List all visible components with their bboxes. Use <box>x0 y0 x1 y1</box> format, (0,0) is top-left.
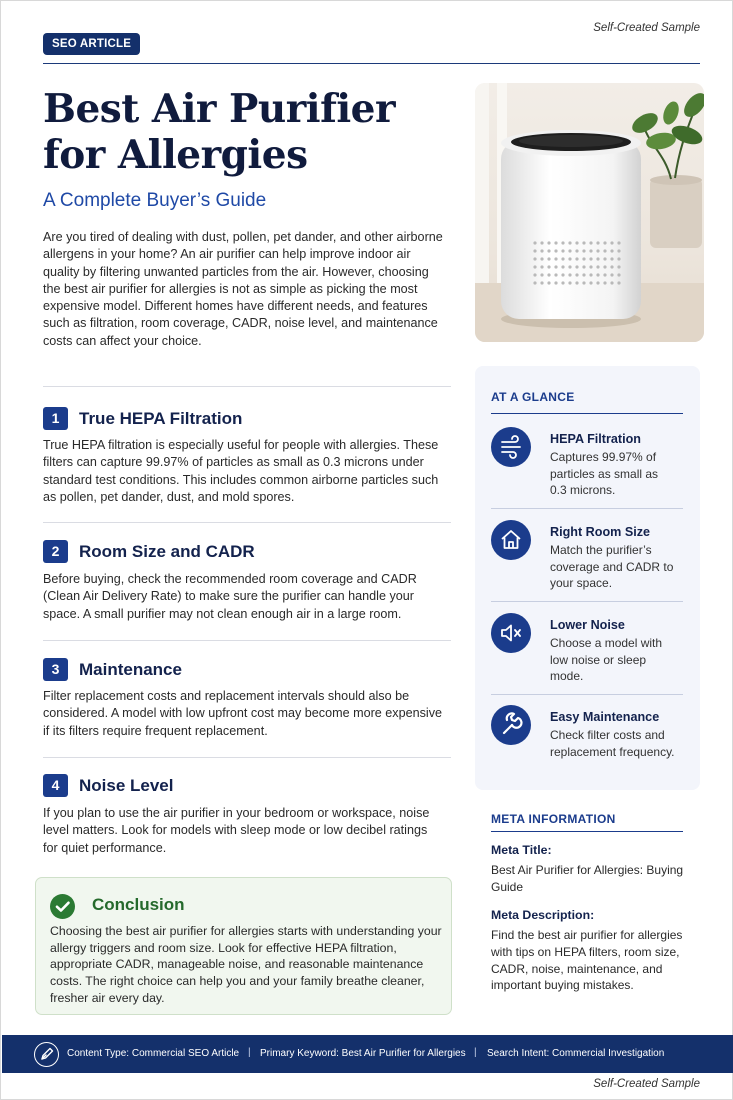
glance-item-title: Right Room Size <box>550 525 651 539</box>
footer-separator: | <box>474 1047 477 1058</box>
glance-item-title: HEPA Filtration <box>550 432 641 446</box>
page-subtitle: A Complete Buyer’s Guide <box>43 190 267 211</box>
section-number: 2 <box>43 540 68 563</box>
section-number: 4 <box>43 774 68 797</box>
meta-heading: META INFORMATION <box>491 812 616 826</box>
conclusion-title: Conclusion <box>92 895 185 914</box>
footer-keyword: Primary Keyword: Best Air Purifier for Allergies <box>260 1048 466 1059</box>
meta-divider <box>491 831 683 832</box>
conclusion-body: Choosing the best air purifier for allergies starts with understanding your allergy triggers and room size. Look for effective HEPA filtration, appropriate CADR, manageable noise, and reasonable maintenance costs. The right choice can help you and your family breathe cleaner, fresher air every day. <box>50 924 442 1005</box>
air-purifier-photo <box>475 83 704 342</box>
section-divider <box>43 522 451 523</box>
glance-item-title: Lower Noise <box>550 618 625 632</box>
footer-separator: | <box>248 1047 251 1058</box>
glance-item-desc: Match the purifier’s coverage and CADR to your space. <box>550 543 674 591</box>
meta-description-label: Meta Description: <box>491 908 595 922</box>
at-a-glance-panel <box>475 366 700 790</box>
speaker-mute-icon <box>491 613 531 653</box>
intro-paragraph: Are you tired of dealing with dust, pollen, pet dander, and other airborne allergens in your home? An air purifier can help improve indoor air quality by filtering unwanted particles from the air. However, choosing the best air purifier for allergies is not as simple as picking the most expensive model. Different homes have different needs, and features such as filtration, room coverage, CADR, noise level, and maintenance costs can affect your choice. <box>43 230 443 348</box>
section-divider <box>43 386 451 387</box>
glance-divider <box>491 694 683 695</box>
home-icon <box>491 520 531 560</box>
header-divider <box>43 63 700 64</box>
section-title: Noise Level <box>79 776 174 795</box>
glance-item-title: Easy Maintenance <box>550 710 660 724</box>
section-divider <box>43 640 451 641</box>
section-body: True HEPA filtration is especially useful for people with allergies. These filters can capture 99.97% of particles as small as 0.3 microns under standard test conditions. This includes common airborne particles such as pollen, pet dander, dust, and mold spores. <box>43 438 439 504</box>
section-title: Room Size and CADR <box>79 542 255 561</box>
footer-bar <box>2 1035 733 1073</box>
section-body: Filter replacement costs and replacement intervals should also be considered. A model with low upfront cost may become more expensive if its filters require frequent replacement. <box>43 689 443 738</box>
section-body: If you plan to use the air purifier in your bedroom or workspace, noise level matters. Look for models with sleep mode or low decibel ratings for quiet performance. <box>43 806 430 855</box>
section-number: 1 <box>43 407 68 430</box>
sample-note-bottom: Self-Created Sample <box>593 1078 700 1090</box>
conclusion-box <box>35 877 452 1015</box>
glance-divider <box>491 413 683 414</box>
glance-divider <box>491 508 683 509</box>
section-divider <box>43 757 451 758</box>
article-tag: SEO ARTICLE <box>43 33 140 55</box>
footer-content-type: Content Type: Commercial SEO Article <box>67 1048 240 1059</box>
air-flow-icon <box>491 427 531 467</box>
pen-icon <box>34 1042 59 1067</box>
meta-title-label: Meta Title: <box>491 843 552 857</box>
meta-description-value: Find the best air purifier for allergies with tips on HEPA filters, room size, CADR, noise, maintenance, and important buying mistakes. <box>491 928 683 993</box>
section-title: True HEPA Filtration <box>79 409 243 428</box>
glance-item-desc: Check filter costs and replacement frequency. <box>550 728 675 759</box>
section-body: Before buying, check the recommended room coverage and CADR (Clean Air Delivery Rate) to make sure the purifier can handle your space. A small purifier may not clean enough air in a large room. <box>43 572 417 621</box>
footer-intent: Search Intent: Commercial Investigation <box>487 1048 665 1059</box>
section-title: Maintenance <box>79 660 182 679</box>
glance-heading: AT A GLANCE <box>491 390 575 404</box>
glance-divider <box>491 601 683 602</box>
glance-item-desc: Choose a model with low noise or sleep mode. <box>550 636 663 684</box>
glance-item-desc: Captures 99.97% of particles as small as 0.3 microns. <box>550 450 659 498</box>
page-title: Best Air Purifier for Allergies <box>43 86 396 178</box>
check-circle-icon <box>50 894 75 919</box>
section-number: 3 <box>43 658 68 681</box>
sample-note-top: Self-Created Sample <box>593 22 700 34</box>
meta-title-value: Best Air Purifier for Allergies: Buying Guide <box>491 863 684 894</box>
wrench-icon <box>491 705 531 745</box>
